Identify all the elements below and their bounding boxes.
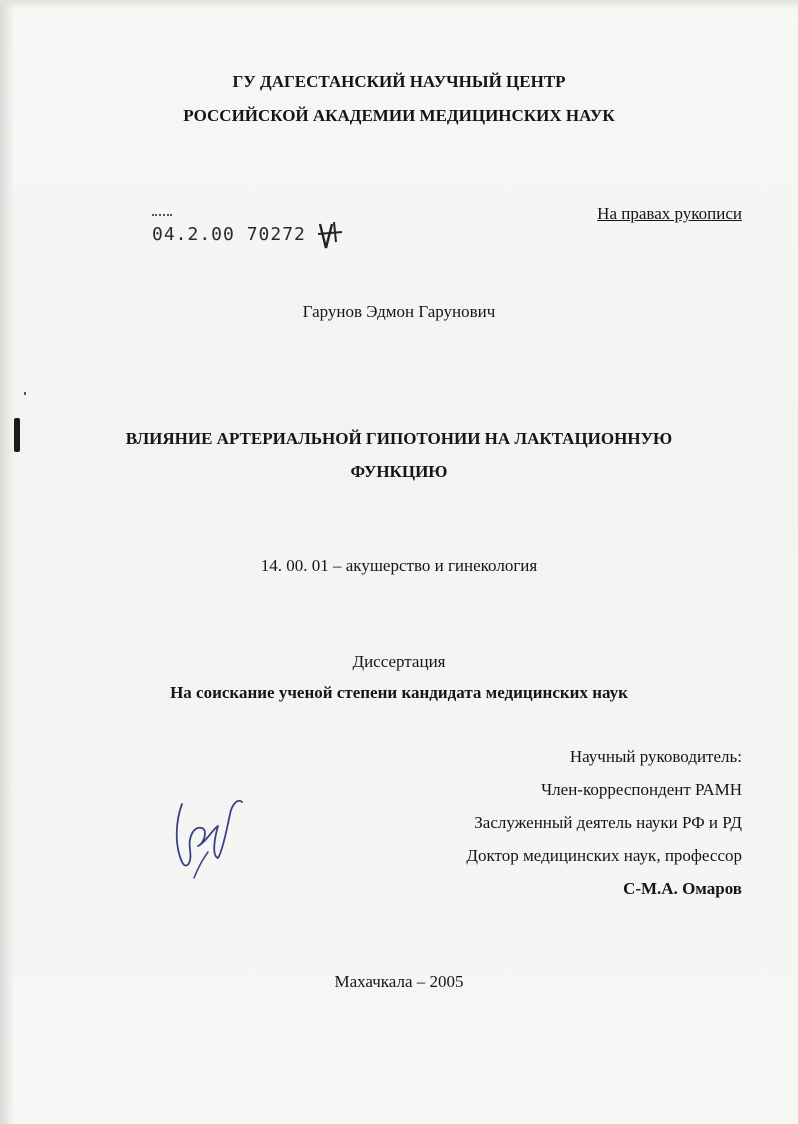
institution-line-2: РОССИЙСКОЙ АКАДЕМИИ МЕДИЦИНСКИХ НАУК: [183, 106, 615, 125]
title-line-2: ФУНКЦИЮ: [350, 462, 448, 481]
institution-line-1: ГУ ДАГЕСТАНСКИЙ НАУЧНЫЙ ЦЕНТР: [232, 72, 566, 91]
registration-stamp: [152, 218, 346, 252]
binding-dot: [24, 392, 26, 395]
supervisor-title-3: Доктор медицинских наук, профессор: [466, 846, 742, 865]
supervisor-title-1: Член-корреспондент РАМН: [541, 780, 742, 799]
stamp-number: 04.2.00 70272: [152, 224, 306, 245]
author-name: Гарунов Эдмон Гарунович: [302, 302, 496, 321]
supervisor-heading: Научный руководитель:: [569, 747, 742, 766]
degree-statement: На соискание ученой степени кандидата медицинских наук: [170, 683, 628, 702]
place-and-year: Махачкала – 2005: [334, 972, 464, 991]
supervisor-name: С-М.А. Омаров: [623, 879, 742, 898]
stamp-handwritten-mark: [316, 218, 346, 252]
title-line-1: ВЛИЯНИЕ АРТЕРИАЛЬНОЙ ГИПОТОНИИ НА ЛАКТАЦИОННУЮ: [125, 429, 673, 448]
supervisor-title-2: Заслуженный деятель науки РФ и РД: [474, 813, 742, 832]
scan-edge-shadow-top: [0, 0, 798, 10]
specialty-code: 14. 00. 01 – акушерство и гинекология: [260, 556, 538, 575]
handwritten-signature: [168, 786, 248, 882]
work-type: Диссертация: [352, 652, 446, 671]
manuscript-rights-note: На правах рукописи: [597, 204, 742, 223]
